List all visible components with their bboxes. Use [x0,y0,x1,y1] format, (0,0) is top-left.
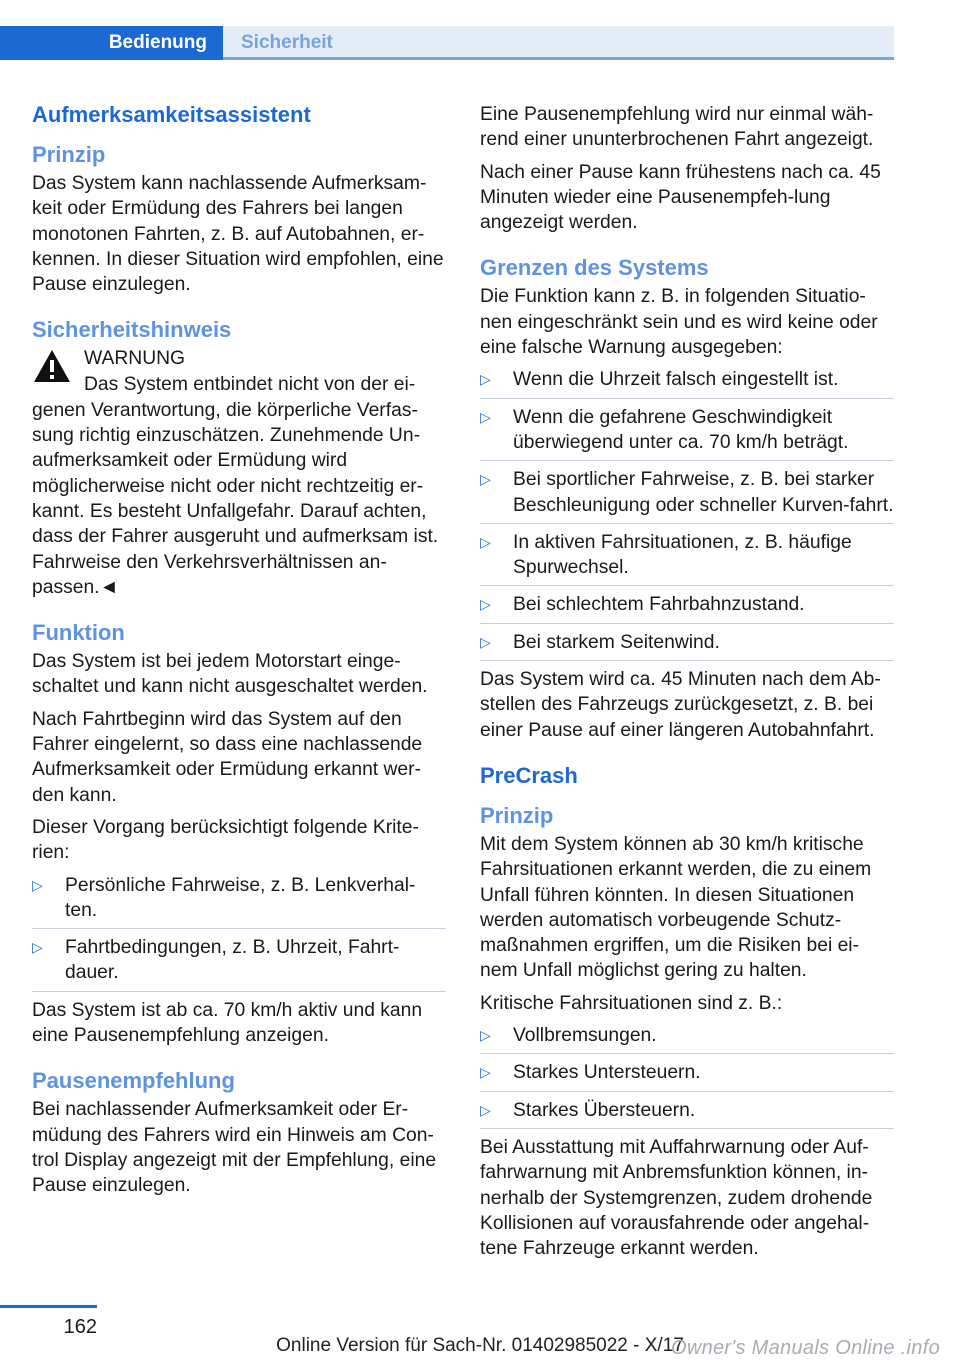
critical-list [480,1023,894,1129]
paragraph: Bei Ausstattung mit Auffahrwarnung oder Auf-fahrwarnung mit Anbremsfunktion können, in-nerhalb der Systemgrenzen, zudem drohende Kollisionen auf vorausfahrende oder angehal-tene Fahrzeuge erkannt werden. [480,1136,873,1260]
list-item: ▷ Vollbremsungen. [480,1023,894,1054]
list-item: ▷ Bei schlechtem Fahrbahnzustand. [480,592,894,623]
paragraph: Das System ist ab ca. 70 km/h aktiv und kann eine Pausenempfehlung anzeigen. [32,999,423,1047]
limits-list [480,367,894,661]
section-title-aufmerksamkeitsassistent: Aufmerksamkeitsassistent [32,102,311,127]
list-item: ▷ Wenn die Uhrzeit falsch eingestellt ist. [480,367,894,398]
section-title-precrash: PreCrash [480,762,578,788]
list-item: ▷ Starkes Untersteuern. [480,1060,894,1091]
paragraph: Bei nachlassender Aufmerksamkeit oder Er-müdung des Fahrers wird ein Hinweis am Con-trol Display angezeigt mit der Empfehlung, eine Pause einzulegen. [32,1099,437,1197]
subheading-prinzip: Prinzip [480,802,554,828]
subheading-funktion: Funktion [32,620,125,646]
paragraph: Das System ist bei jedem Motorstart einge-schaltet und kann nicht ausgeschaltet werden. [32,651,428,698]
list-item: ▷ In aktiven Fahrsituationen, z. B. häufige Spurwechsel. [480,530,894,587]
triangle-bullet-icon: ▷ [480,371,491,388]
paragraph: Das System kann nachlassende Aufmerksam-keit oder Ermüdung des Fahrers bei langen monotonen Fahrten, z. B. auf Autobahnen, er-kennen. In dieser Situation wird empfohlen, eine Pause einzulegen. [32,173,444,296]
triangle-bullet-icon: ▷ [480,471,491,488]
left-column [32,100,446,1206]
triangle-bullet-icon: ▷ [32,939,43,956]
page-number: 162 [63,1316,97,1338]
paragraph: Nach Fahrtbeginn wird das System auf den Fahrer eingelernt, so dass eine nachlassende Aufmerksamkeit oder Ermüdung erkannt wer-den kann. [32,708,423,806]
criteria-list [32,873,446,992]
footer-rule [0,1305,97,1308]
paragraph: Dieser Vorgang berücksichtigt folgende Krite-rien: [32,816,419,864]
list-item: ▷ Persönliche Fahrweise, z. B. Lenkverhal-ten. [32,873,446,930]
triangle-bullet-icon: ▷ [480,408,491,425]
triangle-bullet-icon: ▷ [32,876,43,893]
list-item: ▷ Bei sportlicher Fahrweise, z. B. bei starker Beschleunigung oder schneller Kurven-fahrt. [480,467,894,524]
paragraph: Mit dem System können ab 30 km/h kritische Fahrsituationen erkannt werden, die zu einem Unfall führen könnten. In diesen Situationen werden automatisch vorbeugende Schutz-maßnahmen ergriffen, um die Risiken bei ei-nem Unfall möglichst gering zu halten. [480,833,872,982]
list-item: ▷ Fahrtbedingungen, z. B. Uhrzeit, Fahrt-dauer. [32,935,446,992]
tab-bedienung[interactable]: Bedienung [0,26,223,60]
triangle-bullet-icon: ▷ [480,1101,491,1118]
warning-block [32,346,446,392]
paragraph: Eine Pausenempfehlung wird nur einmal wäh-rend einer ununterbrochenen Fahrt angezeigt. [480,104,874,151]
list-item: ▷ Bei starkem Seitenwind. [480,630,894,661]
triangle-bullet-icon: ▷ [480,596,491,613]
watermark: Owner's Manuals Online .info [670,1337,940,1359]
paragraph: Kritische Fahrsituationen sind z. B.: [480,992,783,1014]
warning-text: Das System entbindet nicht von der ei-genen Verantwortung, die körperliche Verfas-sung richtig einzuschätzen. Zunehmende Un-aufmerksamkeit oder Ermüdung wird möglicherweise nicht oder nicht rechtzeitig er-kannt. Es besteht Unfallgefahr. Darauf achten, dass der Fahrer ausgeruht und aufmerksam ist. Fahrweise den Verkehrsverhältnissen an-passen.◄ [32,374,439,598]
chapter-tabs [0,26,960,60]
triangle-bullet-icon: ▷ [480,633,491,650]
triangle-bullet-icon: ▷ [480,533,491,550]
paragraph: Nach einer Pause kann frühestens nach ca. 45 Minuten wieder eine Pausenempfeh-lung angezeigt werden. [480,161,881,234]
subheading-grenzen: Grenzen des Systems [480,255,709,281]
list-item: ▷ Starkes Übersteuern. [480,1098,894,1129]
paragraph: Das System wird ca. 45 Minuten nach dem Ab-stellen des Fahrzeugs zurückgesetzt, z. B. bei einer Pause auf einer längeren Autobahnfahrt. [480,669,881,741]
right-column [480,102,894,1268]
triangle-bullet-icon: ▷ [480,1064,491,1081]
subheading-pausenempfehlung: Pausenempfehlung [32,1068,235,1094]
tab-sicherheit[interactable]: Sicherheit [223,26,894,60]
subheading-prinzip: Prinzip [32,142,106,167]
warning-label: WARNUNG [84,348,186,370]
subheading-sicherheitshinweis: Sicherheitshinweis [32,317,232,343]
list-item: ▷ Wenn die gefahrene Geschwindigkeit überwiegend unter ca. 70 km/h beträgt. [480,405,894,462]
paragraph: Die Funktion kann z. B. in folgenden Situatio-nen eingeschränkt sein und es wird keine oder eine falsche Warnung ausgegeben: [480,286,878,359]
warning-triangle-icon [32,348,72,384]
triangle-bullet-icon: ▷ [480,1027,491,1044]
online-version: Online Version für Sach-Nr. 01402985022 - X/17 [276,1335,684,1356]
